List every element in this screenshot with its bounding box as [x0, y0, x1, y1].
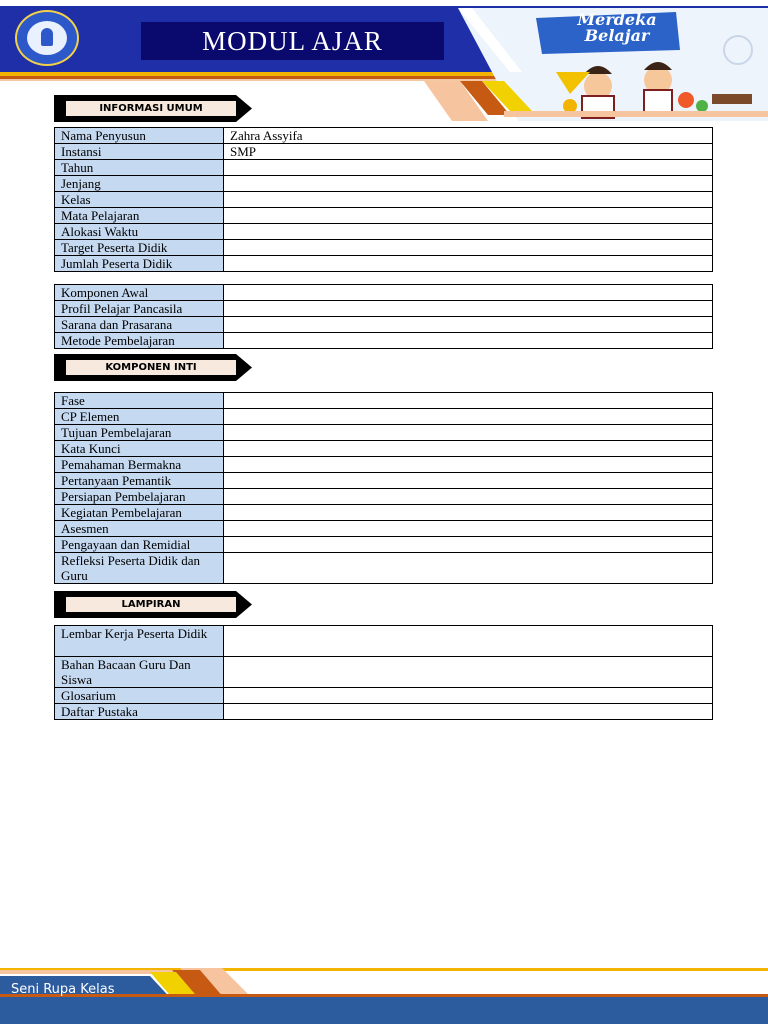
table-row — [55, 333, 713, 349]
row-label: Pengayaan dan Remidial — [55, 537, 224, 553]
table-row — [55, 521, 713, 537]
row-label: Pemahaman Bermakna — [55, 457, 224, 473]
table-row — [55, 688, 713, 704]
row-value[interactable] — [224, 441, 713, 457]
row-value[interactable]: Zahra Assyifa — [224, 128, 713, 144]
table-row — [55, 240, 713, 256]
footer-text: Seni Rupa Kelas — [11, 982, 115, 997]
row-label: Tahun — [55, 160, 224, 176]
row-label: Profil Pelajar Pancasila — [55, 301, 224, 317]
row-value[interactable] — [224, 505, 713, 521]
section-informasi-umum — [54, 95, 252, 122]
row-label: Lembar Kerja Peserta Didik — [55, 626, 224, 657]
section-title: INFORMASI UMUM — [66, 101, 236, 116]
row-value[interactable] — [224, 704, 713, 720]
table-row — [55, 704, 713, 720]
row-label: Metode Pembelajaran — [55, 333, 224, 349]
banner-line-2: Belajar — [584, 26, 650, 45]
table-row — [55, 208, 713, 224]
section-title: KOMPONEN INTI — [66, 360, 236, 375]
row-value[interactable] — [224, 626, 713, 657]
lampiran-table — [54, 625, 713, 720]
row-label: Target Peserta Didik — [55, 240, 224, 256]
row-label: Daftar Pustaka — [55, 704, 224, 720]
table-row — [55, 224, 713, 240]
table-row — [55, 457, 713, 473]
row-label: Kelas — [55, 192, 224, 208]
table-row — [55, 441, 713, 457]
table-row — [55, 128, 713, 144]
row-value[interactable] — [224, 333, 713, 349]
row-label: Sarana dan Prasarana — [55, 317, 224, 333]
table-row — [55, 473, 713, 489]
table-row — [55, 317, 713, 333]
komponen-awal-table — [54, 284, 713, 349]
row-value[interactable] — [224, 208, 713, 224]
row-label: Jenjang — [55, 176, 224, 192]
row-label: Asesmen — [55, 521, 224, 537]
table-row — [55, 626, 713, 657]
informasi-umum-table — [54, 127, 713, 272]
logo-emblem-icon — [27, 21, 67, 55]
table-row — [55, 505, 713, 521]
merdeka-belajar-logo — [544, 12, 690, 52]
table-row — [55, 553, 713, 584]
table-row — [55, 301, 713, 317]
table-row — [55, 393, 713, 409]
row-label: Tujuan Pembelajaran — [55, 425, 224, 441]
row-label: Nama Penyusun — [55, 128, 224, 144]
section-komponen-inti — [54, 354, 252, 381]
table-row — [55, 256, 713, 272]
table-row — [55, 144, 713, 160]
row-value[interactable] — [224, 256, 713, 272]
table-row — [55, 489, 713, 505]
table-row — [55, 537, 713, 553]
row-value[interactable] — [224, 301, 713, 317]
row-value[interactable] — [224, 537, 713, 553]
banner-line-1: Merdeka — [577, 10, 657, 29]
row-value[interactable] — [224, 473, 713, 489]
row-label: Pertanyaan Pemantik — [55, 473, 224, 489]
header-wedges — [420, 81, 768, 123]
row-value[interactable] — [224, 489, 713, 505]
row-label: Mata Pelajaran — [55, 208, 224, 224]
table-row — [55, 657, 713, 688]
row-value[interactable] — [224, 160, 713, 176]
row-value[interactable] — [224, 240, 713, 256]
table-row — [55, 409, 713, 425]
row-label: Persiapan Pembelajaran — [55, 489, 224, 505]
row-label: Glosarium — [55, 688, 224, 704]
row-value[interactable] — [224, 425, 713, 441]
row-value[interactable] — [224, 192, 713, 208]
footer-bar — [0, 997, 768, 1024]
row-label: Bahan Bacaan Guru Dan Siswa — [55, 657, 224, 688]
table-row — [55, 192, 713, 208]
title-box — [141, 22, 444, 60]
row-value[interactable] — [224, 657, 713, 688]
row-label: Jumlah Peserta Didik — [55, 256, 224, 272]
row-value[interactable] — [224, 688, 713, 704]
row-label: Komponen Awal — [55, 285, 224, 301]
row-value[interactable] — [224, 553, 713, 584]
row-value[interactable] — [224, 224, 713, 240]
row-label: CP Elemen — [55, 409, 224, 425]
row-value[interactable] — [224, 457, 713, 473]
row-label: Kegiatan Pembelajaran — [55, 505, 224, 521]
row-label: Instansi — [55, 144, 224, 160]
row-label: Kata Kunci — [55, 441, 224, 457]
row-label: Refleksi Peserta Didik dan Guru — [55, 553, 224, 584]
tut-wuri-handayani-logo — [15, 10, 79, 66]
row-value[interactable] — [224, 317, 713, 333]
row-value[interactable] — [224, 409, 713, 425]
section-lampiran — [54, 591, 252, 618]
table-row — [55, 176, 713, 192]
table-row — [55, 425, 713, 441]
row-value[interactable] — [224, 285, 713, 301]
table-row — [55, 285, 713, 301]
row-value[interactable]: SMP — [224, 144, 713, 160]
komponen-inti-table — [54, 392, 713, 584]
table-row — [55, 160, 713, 176]
page-title: MODUL AJAR — [202, 25, 383, 56]
row-value[interactable] — [224, 521, 713, 537]
row-label: Alokasi Waktu — [55, 224, 224, 240]
row-label: Fase — [55, 393, 224, 409]
row-value[interactable] — [224, 176, 713, 192]
row-value[interactable] — [224, 393, 713, 409]
section-title: LAMPIRAN — [66, 597, 236, 612]
